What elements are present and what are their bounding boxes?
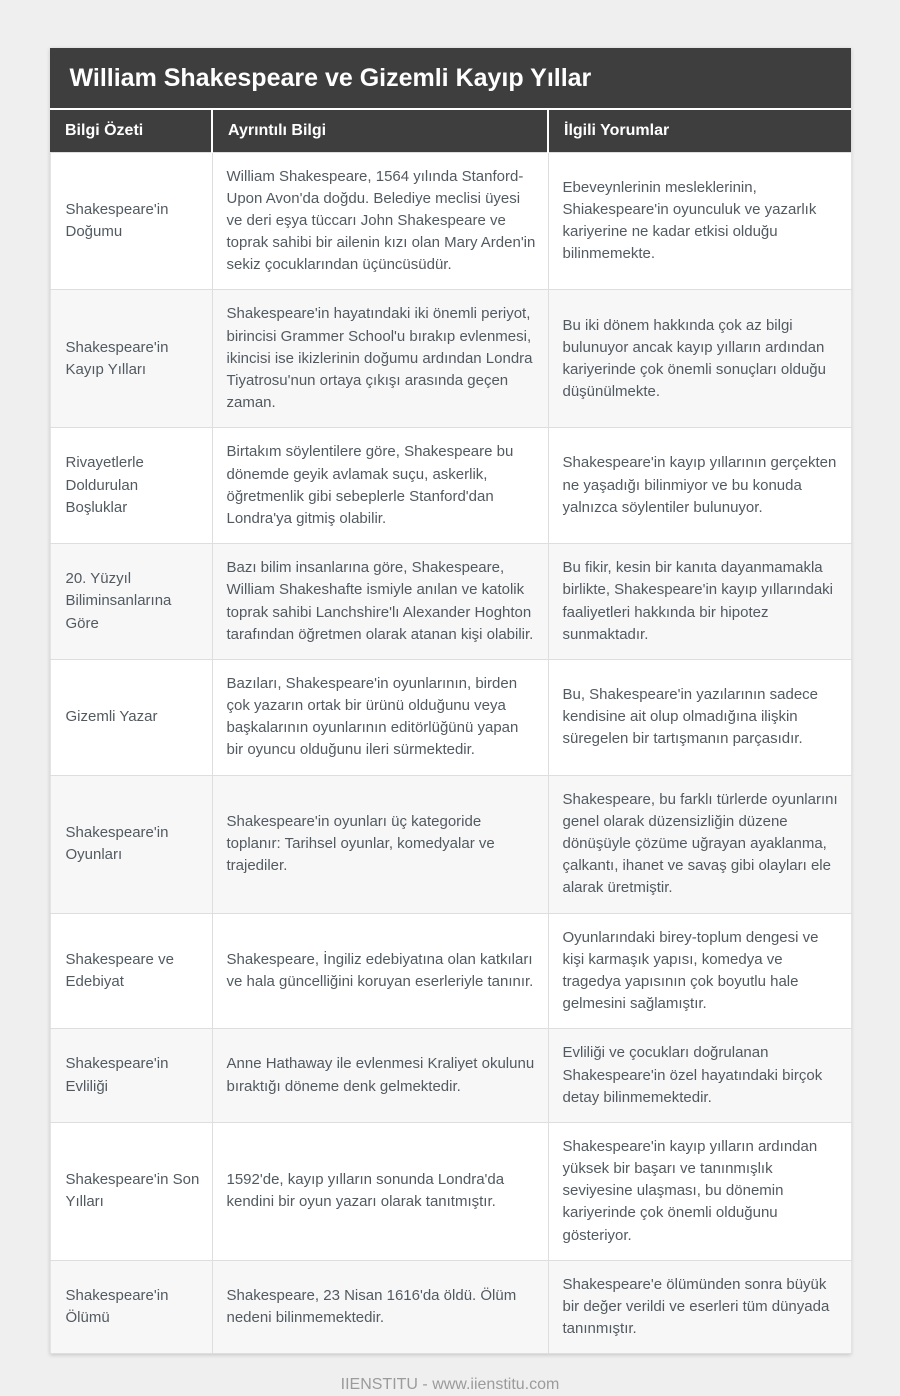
detail-cell: Shakespeare'in hayatındaki iki önemli periyot, birincisi Grammer School'u bırakıp evlenmesi, ikincisi ise ikizlerinin doğumu ardından Londra Tiyatrosu'nun ortaya çıkışı arasında geçen zaman. — [212, 290, 548, 428]
detail-cell: Shakespeare, 23 Nisan 1616'da öldü. Ölüm nedeni bilinmemektedir. — [212, 1260, 548, 1354]
comment-cell: Bu fikir, kesin bir kanıta dayanmamakla birlikte, Shakespeare'in kayıp yıllarındaki faaliyetleri hakkında bir hipotez sunmaktadır. — [548, 544, 851, 660]
summary-cell: Shakespeare'in Oyunları — [50, 775, 212, 913]
summary-cell: Rivayetlerle Doldurulan Boşluklar — [50, 428, 212, 544]
comment-cell: Shakespeare'in kayıp yıllarının gerçekten ne yaşadığı bilinmiyor ve bu konuda yalnızca söylentiler bulunuyor. — [548, 428, 851, 544]
detail-cell: Bazıları, Shakespeare'in oyunlarının, birden çok yazarın ortak bir ürünü olduğunu veya başkalarının oyunlarının editörlüğünü yapan bir oyuncu olduğunu ileri sürmektedir. — [212, 659, 548, 775]
detail-cell: Anne Hathaway ile evlenmesi Kraliyet okulunu bıraktığı döneme denk gelmektedir. — [212, 1029, 548, 1123]
table-row — [50, 659, 851, 775]
summary-cell: Gizemli Yazar — [50, 659, 212, 775]
comment-cell: Bu iki dönem hakkında çok az bilgi bulunuyor ancak kayıp yılların ardından kariyerinde çok önemli sonuçları olduğu düşünülmekte. — [548, 290, 851, 428]
summary-cell: Shakespeare'in Doğumu — [50, 152, 212, 290]
summary-cell: Shakespeare ve Edebiyat — [50, 913, 212, 1029]
table-row — [50, 290, 851, 428]
table-row — [50, 1260, 851, 1354]
table-row — [50, 1122, 851, 1260]
column-header-detail: Ayrıntılı Bilgi — [212, 110, 548, 152]
table-row — [50, 428, 851, 544]
summary-cell: 20. Yüzyıl Biliminsanlarına Göre — [50, 544, 212, 660]
table-row — [50, 544, 851, 660]
column-header-comments: İlgili Yorumlar — [548, 110, 851, 152]
comment-cell: Evliliği ve çocukları doğrulanan Shakespeare'in özel hayatındaki birçok detay bilinmemektedir. — [548, 1029, 851, 1123]
table-row — [50, 1029, 851, 1123]
table-row — [50, 913, 851, 1029]
comment-cell: Shakespeare, bu farklı türlerde oyunlarını genel olarak düzensizliğin düzene dönüşüyle çözüme uğrayan ayaklanma, çalkantı, ihanet ve savaş gibi olayları ele alarak üretmiştir. — [548, 775, 851, 913]
detail-cell: Birtakım söylentilere göre, Shakespeare bu dönemde geyik avlamak suçu, askerlik, öğretmenlik gibi sebeplerle Stanford'dan Londra'ya gitmiş olabilir. — [212, 428, 548, 544]
footer-credit: IIENSTITU - www.iienstitu.com — [340, 1376, 560, 1394]
comment-cell: Shakespeare'e ölümünden sonra büyük bir değer verildi ve eserleri tüm dünyada tanınmıştır. — [548, 1260, 851, 1354]
detail-cell: Shakespeare, İngiliz edebiyatına olan katkıları ve hala güncelliğini koruyan eserleriyle tanınır. — [212, 913, 548, 1029]
column-header-summary: Bilgi Özeti — [50, 110, 212, 152]
detail-cell: 1592'de, kayıp yılların sonunda Londra'da kendini bir oyun yazarı olarak tanıtmıştır. — [212, 1122, 548, 1260]
summary-cell: Shakespeare'in Kayıp Yılları — [50, 290, 212, 428]
comment-cell: Shakespeare'in kayıp yılların ardından yüksek bir başarı ve tanınmışlık seviyesine ulaşması, bu dönemin kariyerinde çok önemli olduğunu gösteriyor. — [548, 1122, 851, 1260]
shakespeare-info-card — [50, 48, 851, 1354]
table-header-row — [50, 110, 851, 152]
page-title: William Shakespeare ve Gizemli Kayıp Yıllar — [50, 48, 851, 108]
table-row — [50, 152, 851, 290]
info-table — [50, 110, 852, 1354]
detail-cell: William Shakespeare, 1564 yılında Stanford-Upon Avon'da doğdu. Belediye meclisi üyesi ve deri eşya tüccarı John Shakespeare ve toprak sahibi bir ailenin kızı olan Mary Arden'in sekiz çocuklarından üçüncüsüdür. — [212, 152, 548, 290]
detail-cell: Bazı bilim insanlarına göre, Shakespeare, William Shakeshafte ismiyle anılan ve katolik toprak sahibi Lanchshire'lı Alexander Hoghton tarafından öğretmen olarak atanan kişi olabilir. — [212, 544, 548, 660]
table-row — [50, 775, 851, 913]
summary-cell: Shakespeare'in Evliliği — [50, 1029, 212, 1123]
comment-cell: Ebeveynlerinin mesleklerinin, Shiakespeare'in oyunculuk ve yazarlık kariyerine ne kadar etkisi olduğu bilinmemekte. — [548, 152, 851, 290]
summary-cell: Shakespeare'in Son Yılları — [50, 1122, 212, 1260]
comment-cell: Bu, Shakespeare'in yazılarının sadece kendisine ait olup olmadığına ilişkin süregelen bir tartışmanın parçasıdır. — [548, 659, 851, 775]
table-body — [50, 152, 851, 1354]
comment-cell: Oyunlarındaki birey-toplum dengesi ve kişi karmaşık yapısı, komedya ve tragedya yapısının çok boyutlu hale gelmesini sağlamıştır. — [548, 913, 851, 1029]
summary-cell: Shakespeare'in Ölümü — [50, 1260, 212, 1354]
detail-cell: Shakespeare'in oyunları üç kategoride toplanır: Tarihsel oyunlar, komedyalar ve trajediler. — [212, 775, 548, 913]
